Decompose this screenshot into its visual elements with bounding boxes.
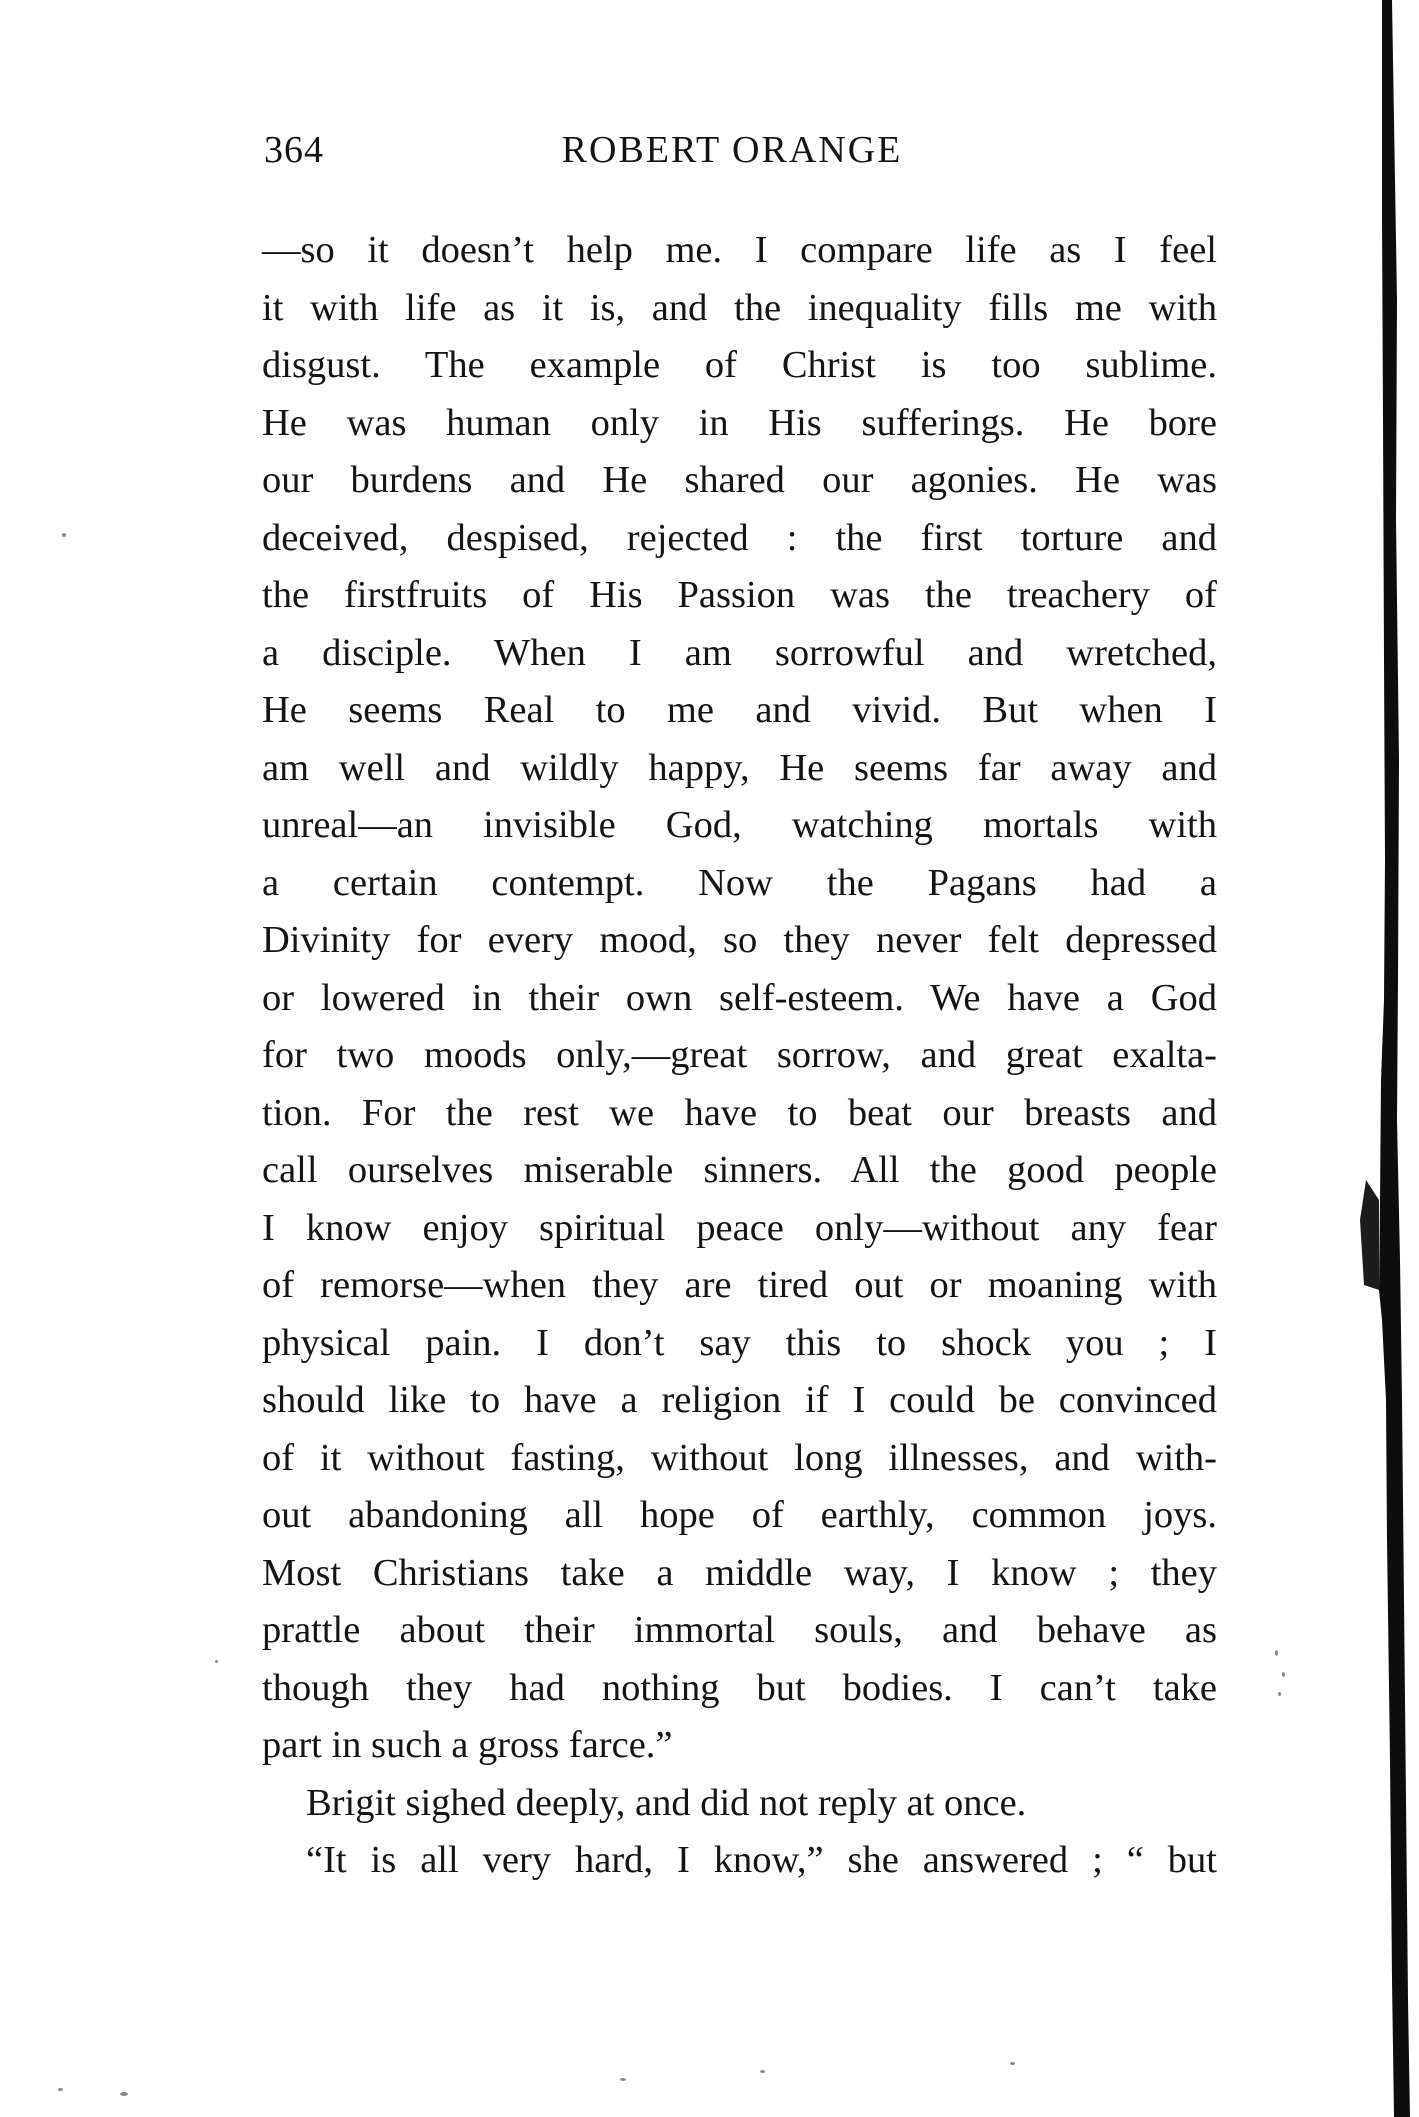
- text-line: it with life as it is, and the inequality fills me with: [262, 286, 1217, 329]
- text-line: Divinity for every mood, so they never felt depressed: [262, 919, 1217, 961]
- text-line: am well and wildly happy, He seems far away and: [262, 746, 1217, 789]
- page-number: 364: [264, 129, 324, 171]
- book-spine-shadow: [1324, 0, 1419, 2117]
- text-line: disgust. The example of Christ is too sublime.: [262, 344, 1217, 386]
- text-line: should like to have a religion if I could be convinced: [262, 1379, 1217, 1421]
- paper-speck: [1275, 1650, 1278, 1656]
- text-line: part in such a gross farce.”: [262, 1724, 673, 1766]
- paper-speck: [58, 2088, 63, 2091]
- body-text: [262, 222, 1217, 1890]
- text-line: a certain contempt. Now the Pagans had a: [262, 861, 1217, 904]
- page-header: [262, 128, 1217, 178]
- text-line: or lowered in their own self-esteem. We have a God: [262, 976, 1217, 1019]
- text-line: He seems Real to me and vivid. But when I: [262, 689, 1217, 731]
- paper-speck: [620, 2078, 626, 2081]
- text-line: of remorse—when they are tired out or moaning with: [262, 1264, 1217, 1306]
- text-line: Most Christians take a middle way, I know ; they: [262, 1551, 1217, 1594]
- paper-speck: [120, 2092, 128, 2096]
- paper-speck: [215, 1660, 218, 1663]
- text-line: prattle about their immortal souls, and behave as: [262, 1609, 1217, 1651]
- paper-speck: [760, 2070, 765, 2073]
- text-line: for two moods only,—great sorrow, and great exalta-: [262, 1034, 1217, 1076]
- paper-speck: [1282, 1672, 1285, 1677]
- running-head: ROBERT ORANGE: [561, 129, 903, 171]
- text-line: of it without fasting, without long illnesses, and with-: [262, 1436, 1217, 1479]
- text-line: the firstfruits of His Passion was the treachery of: [262, 574, 1217, 616]
- paper-speck: [62, 533, 66, 537]
- text-line: He was human only in His sufferings. He bore: [262, 401, 1217, 444]
- spine-edge: [1379, 0, 1410, 2117]
- text-line: Brigit sighed deeply, and did not reply at once.: [306, 1781, 1027, 1824]
- paper-speck: [1278, 1692, 1281, 1696]
- text-line: a disciple. When I am sorrowful and wretched,: [262, 631, 1217, 674]
- text-line: —so it doesn’t help me. I compare life as I feel: [262, 229, 1217, 271]
- text-line: our burdens and He shared our agonies. He was: [262, 459, 1217, 501]
- paper-speck: [1010, 2062, 1015, 2065]
- text-line: unreal—an invisible God, watching mortals with: [262, 804, 1217, 846]
- text-line: I know enjoy spiritual peace only—without any fear: [262, 1206, 1217, 1249]
- text-line: physical pain. I don’t say this to shock you ; I: [262, 1321, 1217, 1364]
- text-line: call ourselves miserable sinners. All the good people: [262, 1149, 1217, 1191]
- text-line: deceived, despised, rejected : the first torture and: [262, 516, 1217, 559]
- text-line: tion. For the rest we have to beat our breasts and: [262, 1091, 1217, 1134]
- text-line: out abandoning all hope of earthly, common joys.: [262, 1494, 1217, 1536]
- text-line: though they had nothing but bodies. I can’t take: [262, 1666, 1217, 1709]
- spine-notch: [1360, 1180, 1379, 1290]
- text-line: “It is all very hard, I know,” she answered ; “ but: [306, 1839, 1217, 1881]
